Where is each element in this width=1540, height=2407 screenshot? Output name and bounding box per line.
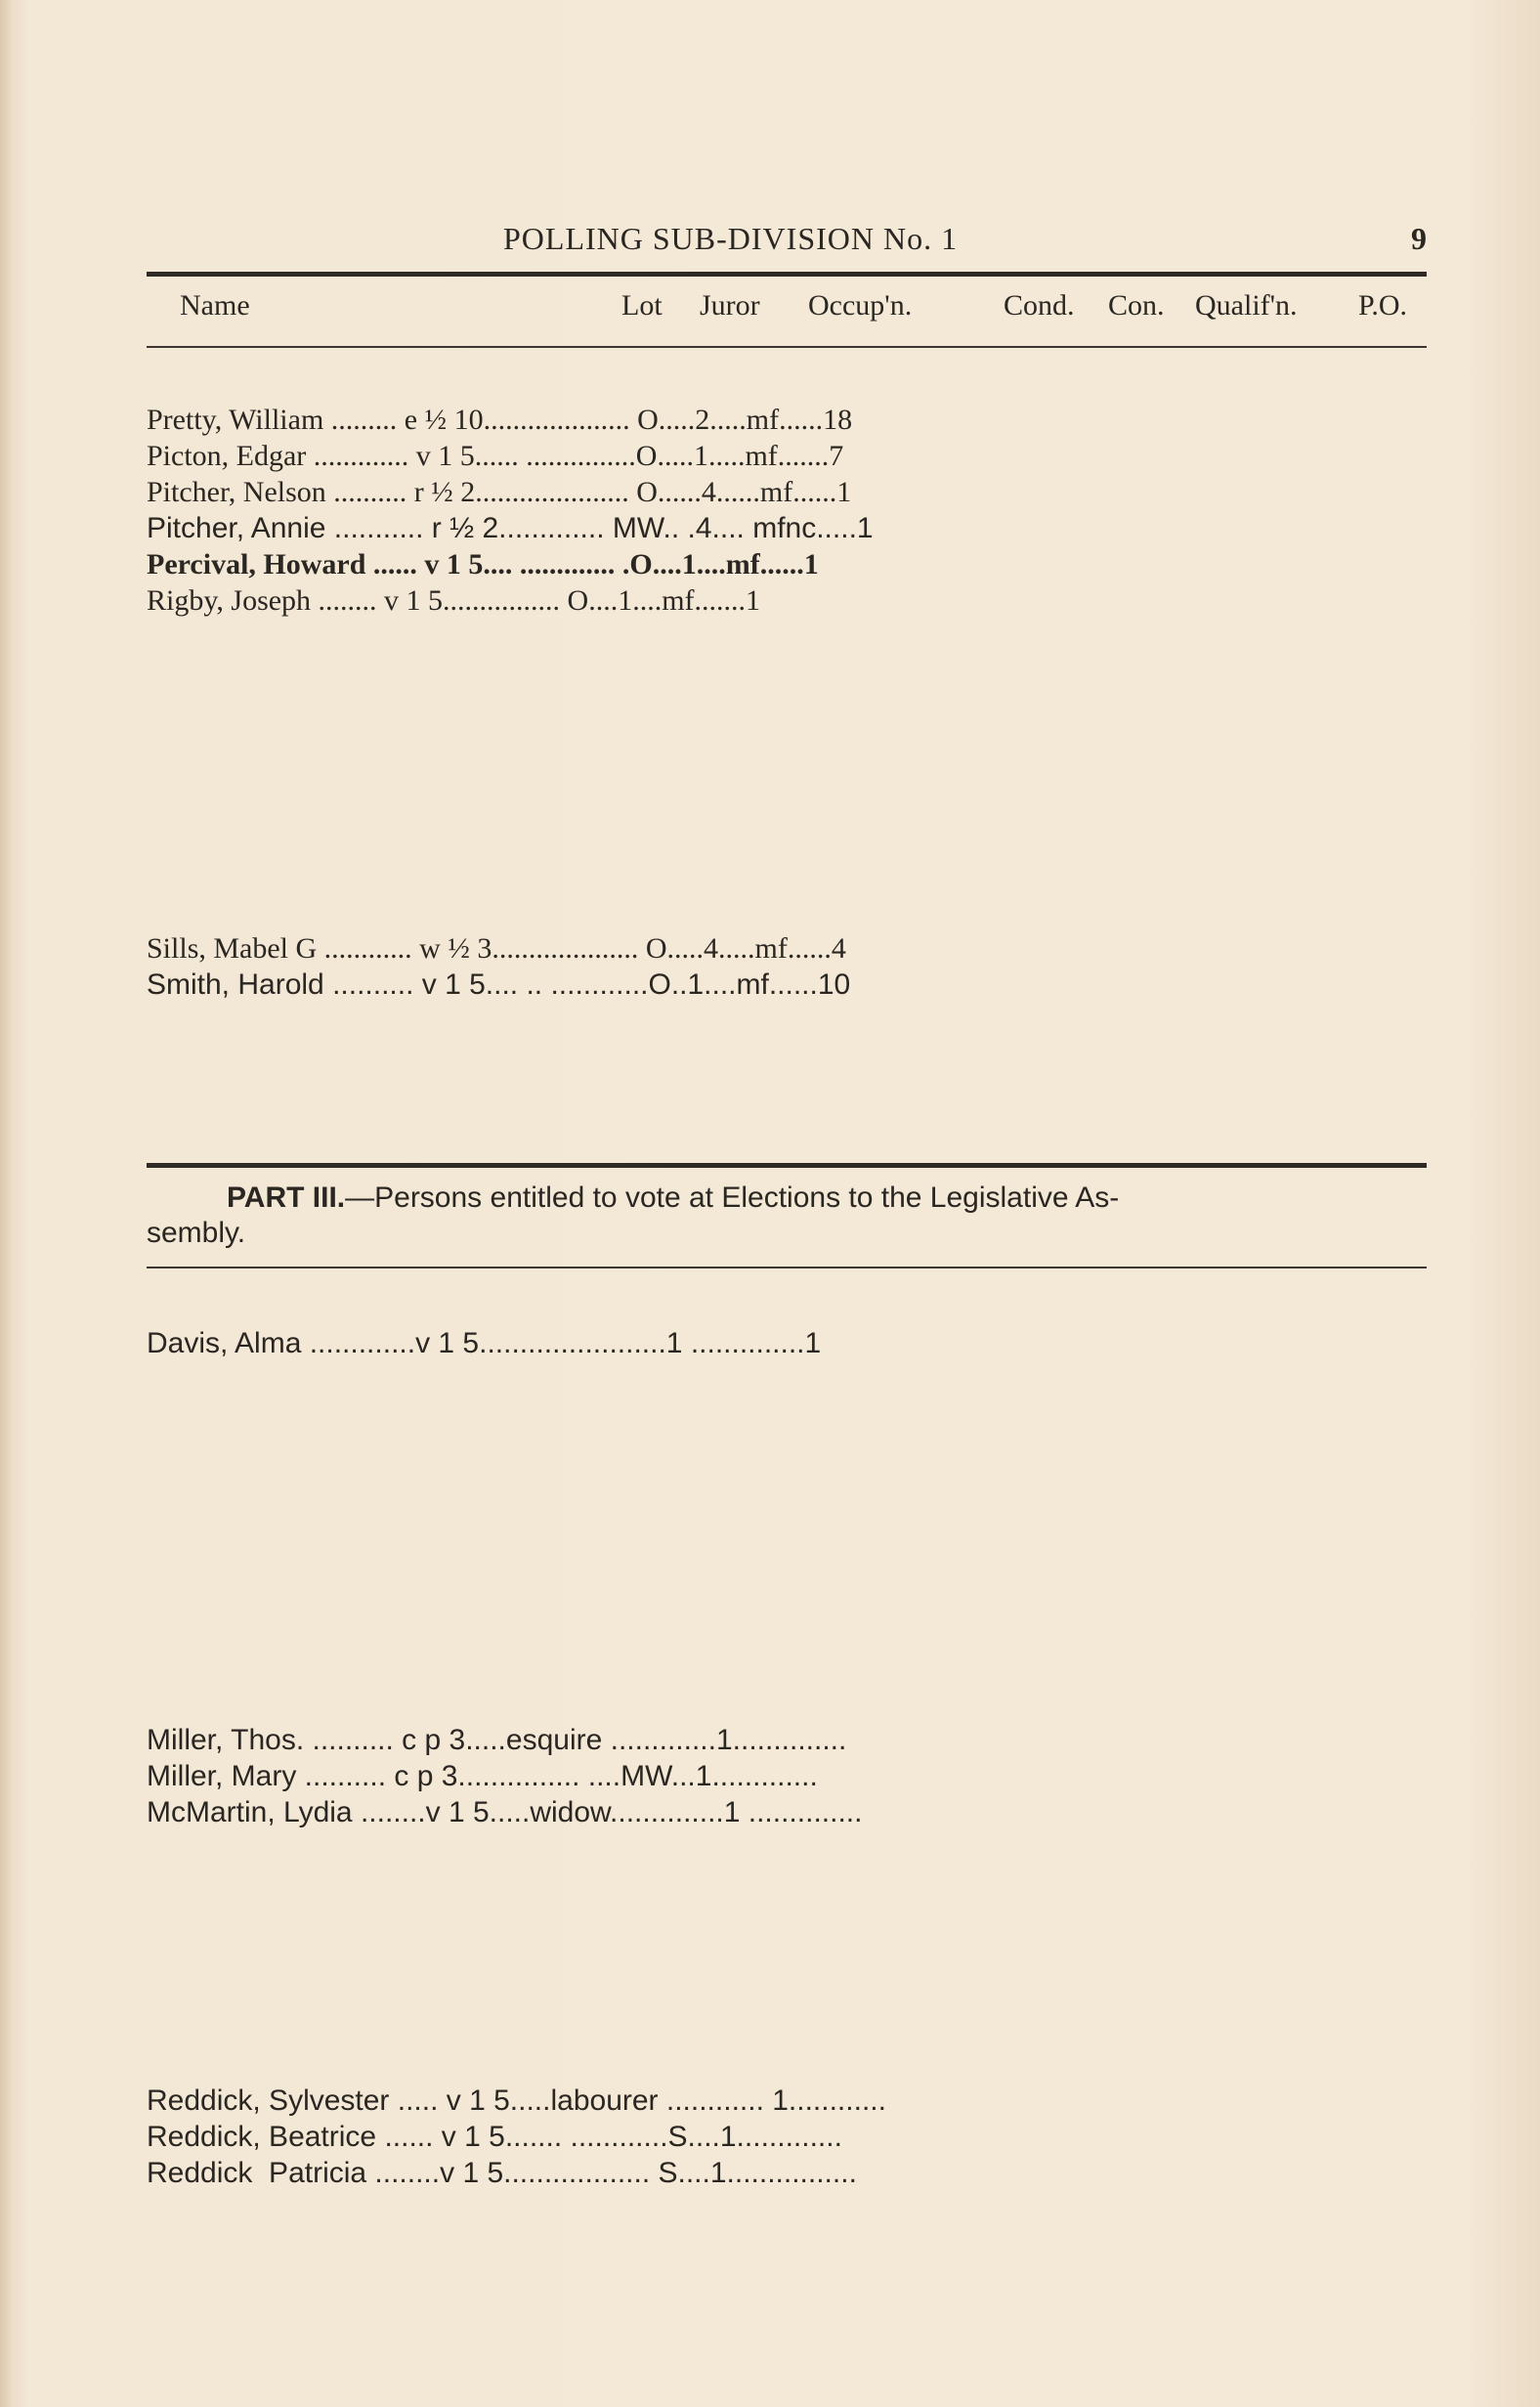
part-three-label: PART III. xyxy=(227,1182,346,1214)
voter-entry: Rigby, Joseph ........ v 1 5................ O....1....mf.......1 xyxy=(147,584,761,617)
voter-list-group-3 xyxy=(147,1325,1427,1361)
header-rule xyxy=(147,272,1427,277)
page-number: 9 xyxy=(1411,221,1427,256)
col-qualif: Qualif'n. xyxy=(1195,289,1298,322)
page-fold-shadow xyxy=(0,0,14,2407)
voter-list-group-5 xyxy=(147,2083,1427,2191)
col-con: Con. xyxy=(1108,289,1165,322)
voter-list-group-1 xyxy=(147,402,1427,619)
page-title: POLLING SUB-DIVISION No. 1 xyxy=(503,221,959,256)
col-juror: Juror xyxy=(700,289,760,322)
col-po: P.O. xyxy=(1358,289,1408,322)
voter-entry: Pretty, William ......... e ½ 10.................... O.....2.....mf......18 xyxy=(147,404,853,436)
voter-entry: Pitcher, Nelson .......... r ½ 2..................... O......4......mf......1 xyxy=(147,476,852,508)
section-rule xyxy=(147,1163,1427,1168)
col-occupation: Occup'n. xyxy=(808,289,913,322)
voter-entry: Pitcher, Annie ........... r ½ 2............. MW.. .4.... mfnc.....1 xyxy=(147,512,874,544)
voter-entry: Reddick Patricia ........v 1 5.................. S....1................ xyxy=(147,2157,857,2189)
voter-list-group-4 xyxy=(147,1722,1427,1830)
column-headers xyxy=(147,289,1427,338)
part-three-heading xyxy=(147,1181,1427,1251)
col-cond: Cond. xyxy=(1004,289,1075,322)
part-three-text: —Persons entitled to vote at Elections to the Legislative As- xyxy=(345,1182,1120,1214)
col-lot: Lot xyxy=(621,289,663,322)
voter-entry: Picton, Edgar ............. v 1 5...... ...............O.....1.....mf.......7 xyxy=(147,440,844,472)
voter-entry: Reddick, Beatrice ...... v 1 5....... ............S....1............. xyxy=(147,2121,842,2153)
voter-entry: McMartin, Lydia ........v 1 5.....widow..............1 .............. xyxy=(147,1796,863,1828)
voter-entry: Sills, Mabel G ............ w ½ 3.................... O.....4.....mf......4 xyxy=(147,932,846,965)
voter-entry: Reddick, Sylvester ..... v 1 5.....labourer ............ 1............ xyxy=(147,2085,886,2117)
voter-entry: Smith, Harold .......... v 1 5.... .. ............O..1....mf......10 xyxy=(147,968,851,1001)
part-three-text-continued: sembly. xyxy=(147,1217,246,1249)
part-three-rule xyxy=(147,1267,1427,1268)
voter-list-group-2 xyxy=(147,930,1427,1003)
col-name: Name xyxy=(180,289,250,322)
column-header-rule xyxy=(147,346,1427,348)
voter-entry: Miller, Mary .......... c p 3............... ....MW...1............. xyxy=(147,1760,818,1792)
page-header xyxy=(147,217,1427,266)
voter-entry: Davis, Alma .............v 1 5.......................1 ..............1 xyxy=(147,1327,822,1359)
voter-entry: Miller, Thos. .......... c p 3.....esquire .............1.............. xyxy=(147,1724,847,1756)
voter-entry: Percival, Howard ...... v 1 5.... ............. .O....1....mf......1 xyxy=(147,548,819,580)
